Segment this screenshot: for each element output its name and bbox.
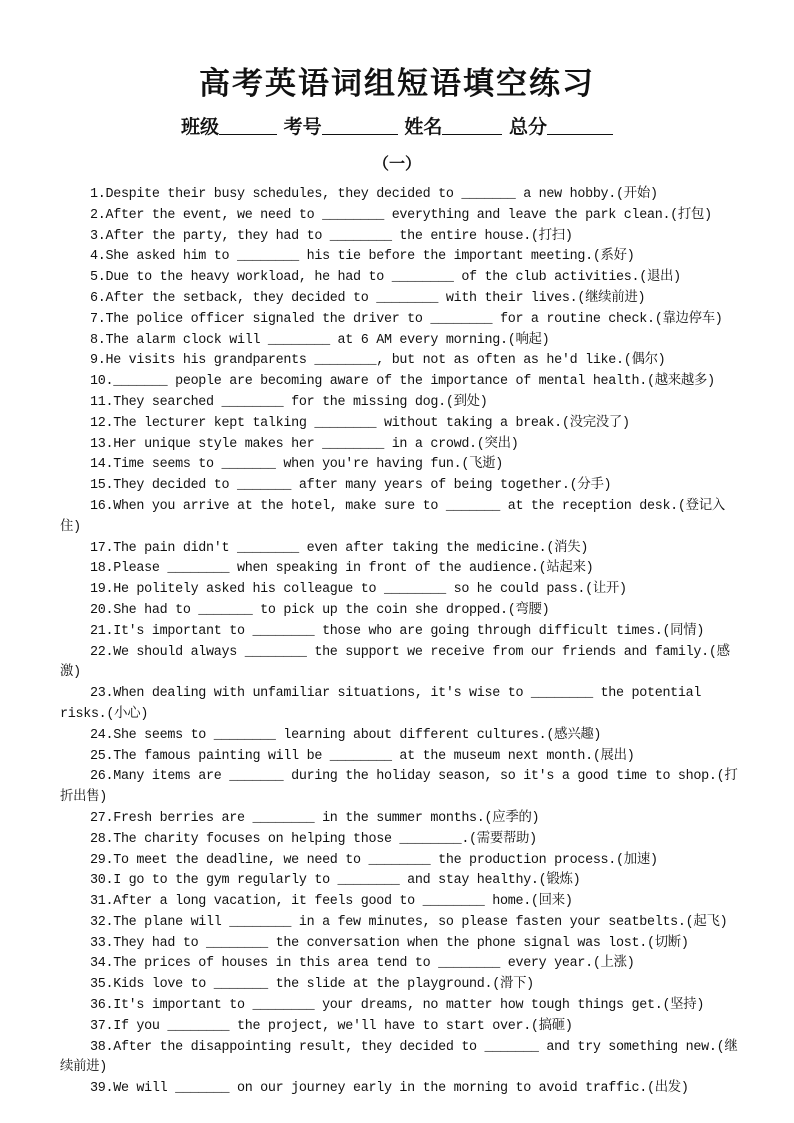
score-label: 总分: [508, 116, 547, 138]
question-item: 26.Many items are _______ during the holiday season, so it's a good time to shop.(打折出售): [60, 769, 738, 806]
question-item: 15.They decided to _______ after many years of being together.(分手): [90, 478, 612, 494]
question-item: 19.He politely asked his colleague to ________ so he could pass.(让开): [90, 582, 627, 598]
number-blank: [322, 116, 398, 135]
question-item: 16.When you arrive at the hotel, make sure to _______ at the reception desk.(登记入住): [60, 498, 725, 535]
question-item: 8.The alarm clock will ________ at 6 AM every morning.(响起): [90, 332, 550, 348]
question-item: 20.She had to _______ to pick up the coin she dropped.(弯腰): [90, 602, 550, 618]
question-item: 38.After the disappointing result, they decided to _______ and try something new.(继续前进): [60, 1039, 738, 1076]
question-item: 21.It's important to ________ those who are going through difficult times.(同情): [90, 623, 705, 639]
question-item: 27.Fresh berries are ________ in the summer months.(应季的): [90, 810, 540, 826]
question-item: 28.The charity focuses on helping those ________.(需要帮助): [90, 831, 537, 847]
question-item: 14.Time seems to _______ when you're having fun.(飞逝): [90, 457, 503, 473]
question-item: 11.They searched ________ for the missing dog.(到处): [90, 394, 488, 410]
number-label: 考号: [283, 116, 322, 138]
question-item: 3.After the party, they had to ________ the entire house.(打扫): [90, 228, 573, 244]
question-item: 13.Her unique style makes her ________ in a crowd.(突出): [90, 436, 519, 452]
section-heading: （一）: [372, 154, 421, 173]
question-item: 24.She seems to ________ learning about different cultures.(感兴趣): [90, 727, 602, 743]
question-item: 2.After the event, we need to ________ everything and leave the park clean.(打包): [90, 207, 712, 223]
question-item: 34.The prices of houses in this area tend to ________ every year.(上涨): [90, 956, 635, 972]
question-item: 32.The plane will ________ in a few minutes, so please fasten your seatbelts.(起飞): [90, 914, 728, 930]
question-item: 30.I go to the gym regularly to ________ and stay healthy.(锻炼): [90, 873, 581, 889]
question-item: 33.They had to ________ the conversation when the phone signal was lost.(切断): [90, 935, 689, 951]
question-item: 10._______ people are becoming aware of the importance of mental health.(越来越多): [90, 374, 715, 390]
question-item: 17.The pain didn't ________ even after taking the medicine.(消失): [90, 540, 589, 556]
question-item: 5.Due to the heavy workload, he had to ________ of the club activities.(退出): [90, 270, 681, 286]
score-blank: [547, 116, 613, 135]
question-item: 25.The famous painting will be ________ at the museum next month.(展出): [90, 748, 635, 764]
question-item: 36.It's important to ________ your dreams, no matter how tough things get.(坚持): [90, 998, 705, 1014]
question-item: 31.After a long vacation, it feels good to ________ home.(回来): [90, 894, 573, 910]
question-item: 23.When dealing with unfamiliar situations, it's wise to ________ the potential risks.(小心): [60, 686, 702, 722]
class-blank: [219, 116, 277, 135]
question-item: 29.To meet the deadline, we need to ________ the production process.(加速): [90, 852, 658, 868]
page-title: 高考英语词组短语填空练习: [199, 66, 595, 102]
class-label: 班级: [181, 116, 220, 138]
question-item: 7.The police officer signaled the driver to ________ for a routine check.(靠边停车): [90, 311, 723, 327]
question-item: 9.He visits his grandparents ________, but not as often as he'd like.(偶尔): [90, 353, 666, 369]
question-item: 18.Please ________ when speaking in front of the audience.(站起来): [90, 561, 594, 577]
question-item: 22.We should always ________ the support we receive from our friends and family.(感激): [60, 644, 730, 681]
student-info-line: [0, 112, 794, 139]
question-item: 37.If you ________ the project, we'll have to start over.(搞砸): [90, 1018, 573, 1034]
question-item: 35.Kids love to _______ the slide at the playground.(滑下): [90, 977, 534, 993]
question-item: 1.Despite their busy schedules, they decided to _______ a new hobby.(开始): [90, 187, 658, 202]
question-item: 4.She asked him to ________ his tie before the important meeting.(系好): [90, 249, 635, 265]
question-item: 12.The lecturer kept talking ________ without taking a break.(没完没了): [90, 415, 630, 431]
question-item: 39.We will _______ on our journey early in the morning to avoid traffic.(出发): [90, 1081, 689, 1097]
name-blank: [442, 116, 502, 135]
question-item: 6.After the setback, they decided to ________ with their lives.(继续前进): [90, 290, 646, 306]
name-label: 姓名: [404, 116, 443, 138]
question-list: [60, 185, 740, 1100]
